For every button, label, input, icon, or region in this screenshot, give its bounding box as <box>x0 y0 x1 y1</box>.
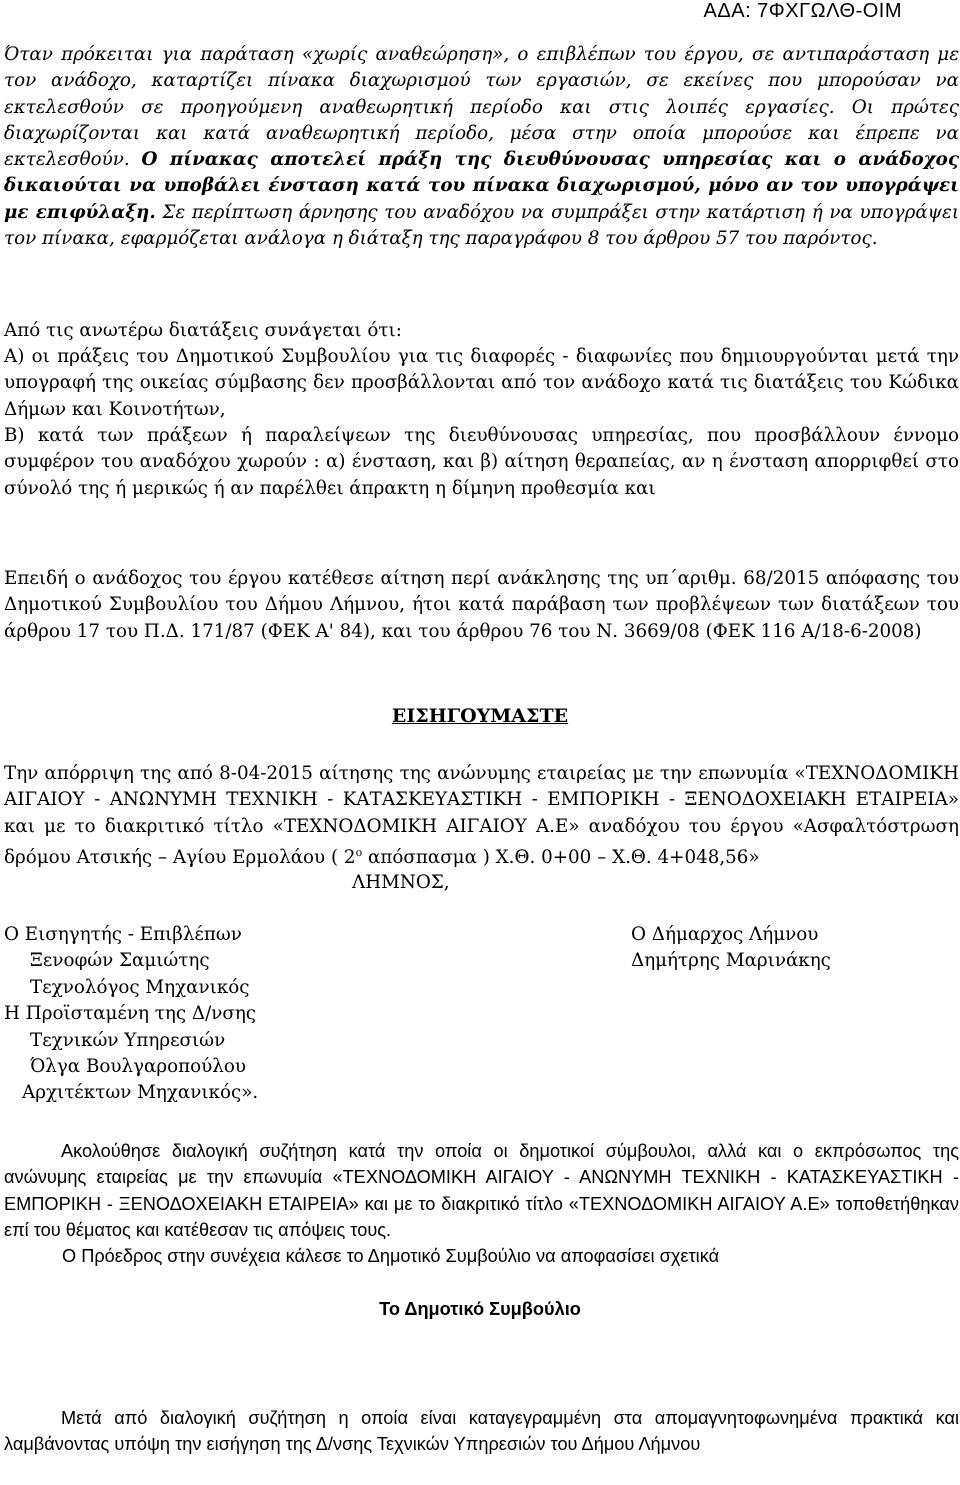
signature-left-head-role: Η Προϊσταμένη της Δ/νσης <box>4 1003 257 1024</box>
paragraph-conclusion: Μετά από διαλογική συζήτηση η οποία είναι καταγεγραμμένη στα απομαγνητοφωνημένα πρακτικά και λαμβάνοντας υπόψη την εισήγηση της Δ/νσης Τεχνικών Υπηρεσιών του Δήμου Λήμνου <box>4 1408 959 1455</box>
place-name: ΛΗΜΝΟΣ, <box>352 872 450 893</box>
signature-right-role: Ο Δήμαρχος Λήμνου <box>631 924 819 945</box>
paragraph-italic-a: Όταν πρόκειται για παράταση «χωρίς αναθεώρηση», ο επιβλέπων του έργου, σε αντιπαράσταση με τον ανάδοχο, καταρτίζει πίνακα διαχωρισμού των εργασιών, σε εκείνες που μπορούσαν να εκτελεσθούν σε προηγούμενη αναθεωρητική περίοδο και στις λοιπές εργασίες. Οι πρώτες διαχωρίζονται και κατά αναθεωρητική περίοδο, μέσα στην οποία μπορούσε και έπρεπε να εκτελεσθούν. <box>4 44 959 171</box>
paragraph-whereas: Επειδή ο ανάδοχος του έργου κατέθεσε αίτηση περί ανάκλησης της υπ΄αριθμ. 68/2015 απόφασης του Δημοτικού Συμβουλίου του Δήμου Λήμνου, ήτοι κατά παράβαση των προβλέψεων των διατάξεων του άρθρου 17 του Π.Δ. 171/87 (ΦΕΚ Α' 84), και του άρθρου 76 του Ν. 3669/08 (ΦΕΚ 116 Α/18-6-2008) <box>4 568 959 642</box>
ada-code: ΑΔΑ: 7ΦΧΓΩΛΘ-ΟΙΜ <box>703 0 902 22</box>
paragraph-extension-rules <box>4 42 959 252</box>
paragraph-president: Ο Πρόεδρος στην συνέχεια κάλεσε το Δημοτικό Συμβούλιο να αποφασίσει σχετικά <box>62 1246 720 1266</box>
proposal-superscript: ο <box>355 845 363 859</box>
signature-right-name: Δημήτρης Μαρινάκης <box>631 950 831 971</box>
paragraph-bold-italic: Ο πίνακας αποτελεί πράξη της διευθύνουσας υπηρεσίας και ο ανάδοχος δικαιούται να υποβάλει ένσταση κατά του πίνακα διαχωρισμού, μόνο αν τον υπογράψει με επιφύλαξη. <box>4 149 959 223</box>
provisions-intro: Από τις ανωτέρω διατάξεις συνάγεται ότι: <box>4 320 402 341</box>
paragraph-discussion: Ακολούθησε διαλογική συζήτηση κατά την οποία οι δημοτικοί σύμβουλοι, αλλά και ο εκπρόσωπος της ανώνυμης εταιρείας με την επωνυμία «ΤΕΧΝΟΔΟΜΙΚΗ ΑΙΓΑΙΟΥ - ΑΝΩΝΥΜΗ ΤΕΧΝΙΚΗ - ΚΑΤΑΣΚΕΥΑΣΤΙΚΗ - ΕΜΠΟΡΙΚΗ - ΞΕΝΟΔΟΧΕΙΑΚΗ ΕΤΑΙΡΕΙΑ» και με το διακριτικό τίτλο «ΤΕΧΝΟΔΟΜΙΚΗ ΑΙΓΑΙΟΥ Α.Ε» τοποθετήθηκαν επί του θέματος και κατέθεσαν τις απόψεις τους. <box>4 1141 959 1240</box>
provision-point-b: Β) κατά των πράξεων ή παραλείψεων της διευθύνουσας υπηρεσίας, που προσβάλλουν έννομο συμφέρον του αναδόχου χωρούν : α) ένσταση, και β) αίτηση θεραπείας, αν η ένσταση απορριφθεί στο σύνολό της ή μερικώς ή αν παρέλθει άπρακτη η δίμηνη προθεσμία και <box>4 425 959 499</box>
council-title: Το Δημοτικό Συμβούλιο <box>379 1299 581 1319</box>
paragraph-proposal <box>4 761 959 871</box>
proposal-text-a: Την απόρριψη της από 8-04-2015 αίτησης της ανώνυμης εταιρείας με την επωνυμία «ΤΕΧΝΟΔΟΜΙΚΗ ΑΙΓΑΙΟΥ - ΑΝΩΝΥΜΗ ΤΕΧΝΙΚΗ - ΚΑΤΑΣΚΕΥΑΣΤΙΚΗ - ΕΜΠΟΡΙΚΗ - ΞΕΝΟΔΟΧΕΙΑΚΗ ΕΤΑΙΡΕΙΑ» και με το διακριτικό τίτλο «ΤΕΧΝΟΔΟΜΙΚΗ ΑΙΓΑΙΟΥ Α.Ε» αναδόχου του έργου «Ασφαλτόστρωση δρόμου Ατσικής – Αγίου Ερμολάου ( 2 <box>4 763 959 868</box>
section-title: ΕΙΣΗΓΟΥΜΑΣΤΕ <box>391 705 569 727</box>
signature-left-department: Τεχνικών Υπηρεσιών <box>30 1030 226 1051</box>
paragraph-italic-b: Σε περίπτωση άρνησης του αναδόχου να συμπράξει στην κατάρτιση ή να υπογράψει τον πίνακα, εφαρμόζεται ανάλογα η διάταξη της παραγράφου 8 του άρθρου 57 του παρόντος. <box>4 201 959 250</box>
proposal-text-b: απόσπασμα ) Χ.Θ. 0+00 – Χ.Θ. 4+048,56» <box>362 846 760 868</box>
signature-left-role: Ο Εισηγητής - Επιβλέπων <box>4 924 242 945</box>
signature-left-name: Ξενοφών Σαμιώτης <box>30 950 210 971</box>
signature-left-head-name: Όλγα Βουλγαροπούλου <box>30 1056 246 1077</box>
signature-left-title: Τεχνολόγος Μηχανικός <box>30 977 250 998</box>
provision-point-a: Α) οι πράξεις του Δημοτικού Συμβουλίου για τις διαφορές - διαφωνίες που δημιουργούνται μετά την υπογραφή της οικείας σύμβασης δεν προσβάλλονται από τον ανάδοχο κατά τις διατάξεις του Κώδικα Δήμων και Κοινοτήτων, <box>4 346 959 420</box>
signature-left-head-title: Αρχιτέκτων Μηχανικός». <box>22 1082 259 1103</box>
